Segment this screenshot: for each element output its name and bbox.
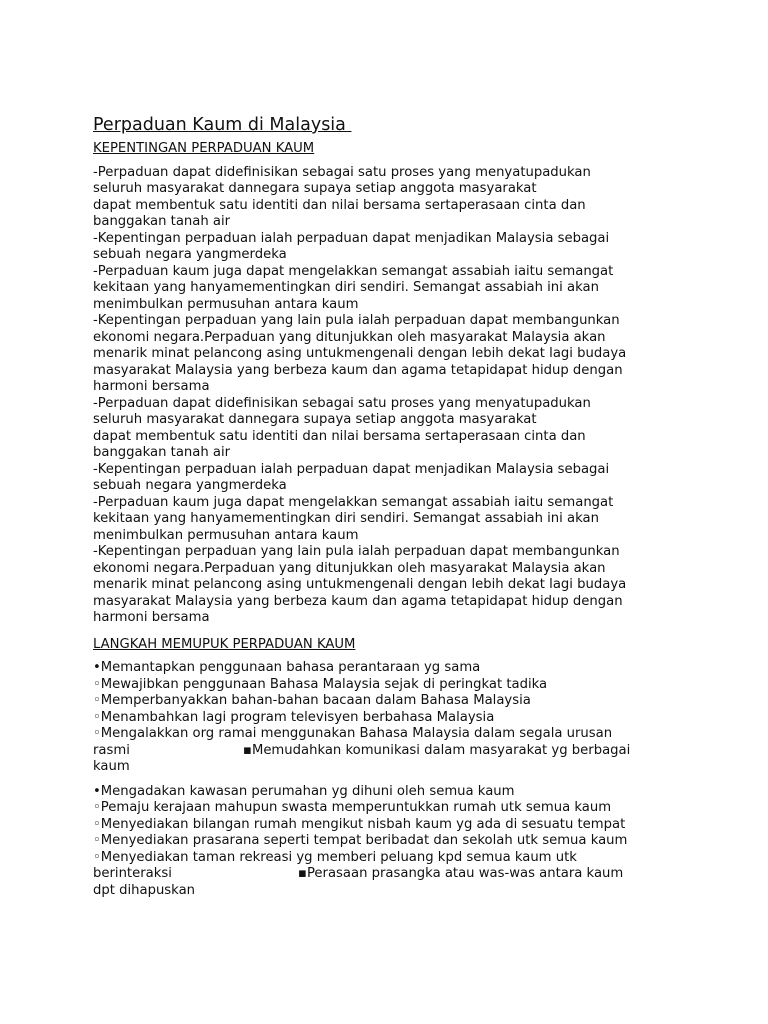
section-heading-kepentingan: KEPENTINGAN PERPADUAN KAUM (93, 141, 315, 156)
paragraph-line: dapat membentuk satu identiti dan nilai bersama sertaperasaan cinta dan (93, 428, 586, 444)
kepentingan-paragraph (93, 165, 683, 627)
paragraph-line: -Kepentingan perpaduan ialah perpaduan dapat menjadikan Malaysia sebagai (93, 461, 610, 477)
paragraph-line: menarik minat pelancong asing untukmengenali dengan lebih dekat lagi budaya (93, 577, 627, 592)
paragraph-line: -Perpaduan kaum juga dapat mengelakkan semangat assabiah iaitu semangat (93, 263, 614, 279)
paragraph-line: ekonomi negara.Perpaduan yang ditunjukkan oleh masyarakat Malaysia akan (93, 329, 606, 345)
paragraph-line: masyarakat Malaysia yang berbeza kaum dan agama tetapidapat hidup dengan (93, 593, 623, 609)
list-item: ◦Pemaju kerajaan mahupun swasta memperuntukkan rumah utk semua kaum (93, 800, 612, 815)
paragraph-line: banggakan tanah air (93, 214, 231, 229)
paragraph-line: ekonomi negara.Perpaduan yang ditunjukkan oleh masyarakat Malaysia akan (93, 560, 606, 576)
paragraph-line: masyarakat Malaysia yang berbeza kaum dan agama tetapidapat hidup dengan (93, 362, 623, 378)
paragraph-line: menarik minat pelancong asing untukmengenali dengan lebih dekat lagi budaya (93, 346, 627, 361)
tab-right-text: ▪Memudahkan komunikasi dalam masyarakat yg berbagai (243, 742, 631, 758)
list-item: dpt dihapuskan (93, 882, 196, 898)
paragraph-line: kekitaan yang hanyamementingkan diri sendiri. Semangat assabiah ini akan (93, 511, 599, 526)
list-item-continuation (93, 743, 683, 760)
list-item-continuation (93, 866, 683, 883)
paragraph-line: kekitaan yang hanyamementingkan diri sendiri. Semangat assabiah ini akan (93, 280, 599, 295)
list-item: •Mengadakan kawasan perumahan yg dihuni oleh semua kaum (93, 783, 515, 799)
paragraph-line: sebuah negara yangmerdeka (93, 478, 287, 493)
paragraph-line: seluruh masyarakat dannegara supaya setiap anggota masyarakat (93, 181, 537, 196)
paragraph-line: harmoni bersama (93, 610, 210, 625)
list-item: ◦Menyediakan taman rekreasi yg memberi peluang kpd semua kaum utk (93, 849, 577, 865)
paragraph-line: harmoni bersama (93, 379, 210, 394)
section-heading-langkah: LANGKAH MEMUPUK PERPADUAN KAUM (93, 636, 356, 652)
page-title: Perpaduan Kaum di Malaysia (93, 115, 352, 135)
list-item: ◦Mewajibkan penggunaan Bahasa Malaysia sejak di peringkat tadika (93, 676, 548, 692)
paragraph-line: banggakan tanah air (93, 445, 231, 460)
list-item: kaum (93, 759, 130, 774)
paragraph-line: -Perpaduan kaum juga dapat mengelakkan semangat assabiah iaitu semangat (93, 494, 614, 510)
paragraph-line: -Perpaduan dapat didefinisikan sebagai satu proses yang menyatupadukan (93, 164, 591, 180)
list-item: •Memantapkan penggunaan bahasa perantaraan yg sama (93, 660, 481, 675)
paragraph-line: sebuah negara yangmerdeka (93, 247, 287, 262)
paragraph-line: -Kepentingan perpaduan ialah perpaduan dapat menjadikan Malaysia sebagai (93, 230, 610, 246)
paragraph-line: -Kepentingan perpaduan yang lain pula ialah perpaduan dapat membangunkan (93, 313, 620, 328)
paragraph-line: -Kepentingan perpaduan yang lain pula ialah perpaduan dapat membangunkan (93, 544, 620, 559)
list-item: ◦Menyediakan bilangan rumah mengikut nisbah kaum yg ada di sesuatu tempat (93, 816, 626, 832)
paragraph-line: menimbulkan permusuhan antara kaum (93, 527, 359, 543)
tab-left-text: rasmi (93, 742, 130, 758)
paragraph-line: menimbulkan permusuhan antara kaum (93, 296, 359, 312)
langkah-list-2 (93, 784, 683, 900)
list-item: ◦Menambahkan lagi program televisyen berbahasa Malaysia (93, 709, 495, 725)
paragraph-line: seluruh masyarakat dannegara supaya setiap anggota masyarakat (93, 412, 537, 427)
list-item: ◦Mengalakkan org ramai menggunakan Bahasa Malaysia dalam segala urusan (93, 726, 613, 741)
tab-right-text: ▪Perasaan prasangka atau was-was antara kaum (298, 866, 624, 881)
paragraph-line: dapat membentuk satu identiti dan nilai bersama sertaperasaan cinta dan (93, 197, 586, 213)
document-content (93, 114, 683, 899)
list-item: ◦Menyediakan prasarana seperti tempat beribadat dan sekolah utk semua kaum (93, 833, 628, 848)
paragraph-line: -Perpaduan dapat didefinisikan sebagai satu proses yang menyatupadukan (93, 395, 591, 411)
langkah-list-1 (93, 660, 683, 776)
tab-left-text: berinteraksi (93, 866, 172, 881)
list-item: ◦Memperbanyakkan bahan-bahan bacaan dalam Bahasa Malaysia (93, 693, 531, 708)
